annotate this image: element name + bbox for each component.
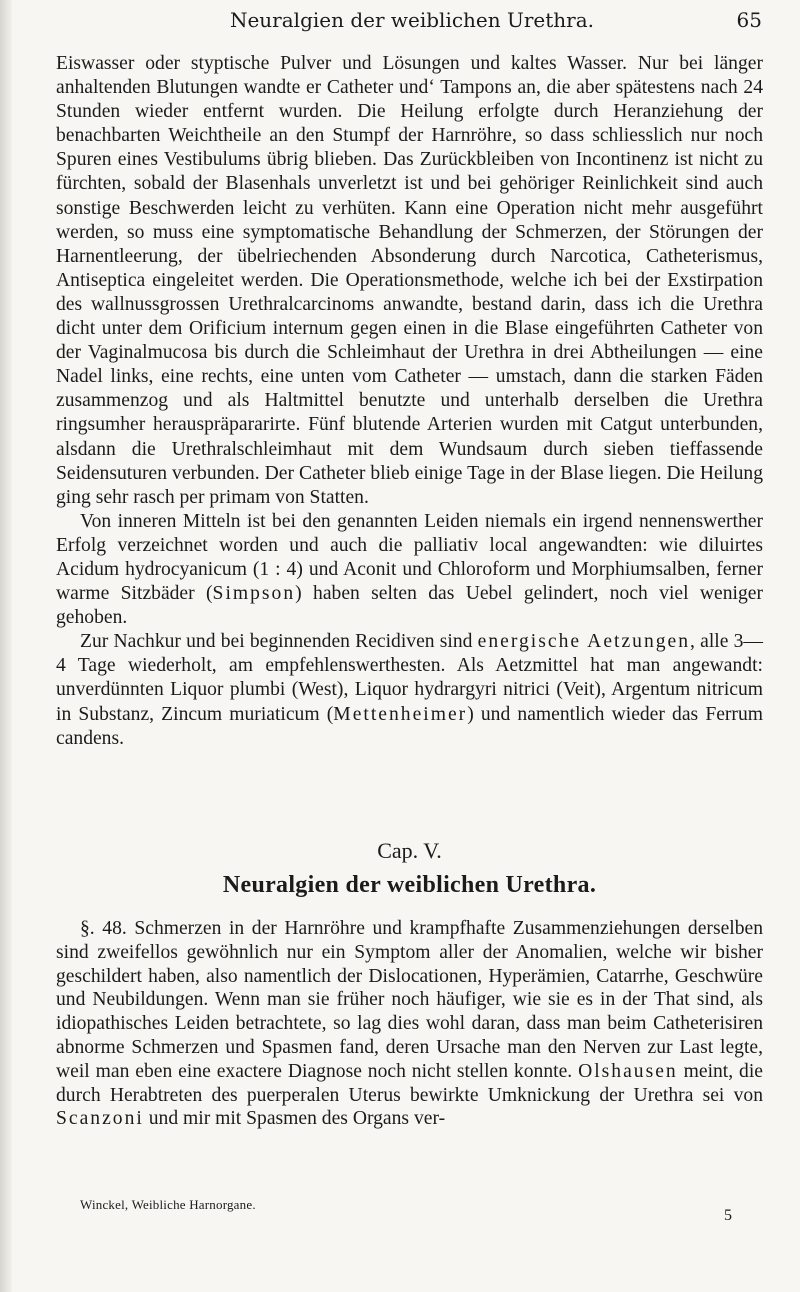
paragraph-internal-remedies [56, 510, 763, 630]
page-footer [80, 1197, 760, 1237]
body-text [56, 52, 763, 751]
chapter-number: Cap. V. [377, 838, 442, 863]
emphasis-energische-aetzungen: energische Aetzungen [477, 631, 691, 653]
paragraph-continuation: Eiswasser oder styptische Pulver und Lösungen und kaltes Wasser. Nur bei länger anhaltenden Blutungen wandte er Catheter und‘ Tampons an, die aber spätestens nach 24 Stunden wieder entfernt wurden. Die Heilung erfolgte durch Heranziehung der benachbarten Weichtheile an den Stumpf der Harnröhre, so dass schliesslich nur noch Spuren eines Vestibulums übrig blieben. Das Zurückbleiben von Incontinenz ist nicht zu fürchten, sobald der Blasenhals unverletzt ist und bei gehöriger Reinlichkeit sind auch sonstige Beschwerden leicht zu verhüten. Kann eine Operation nicht mehr ausgeführt werden, so muss eine symptomatische Behandlung der Schmerzen, der Störungen der Harnentleerung, der übelriechenden Absonderung durch Narcotica, Catheterismus, Antiseptica eingeleitet werden. Die Operationsmethode, welche ich bei der Exstirpation des wallnussgrossen Urethralcarcinoms anwandte, bestand darin, dass ich die Urethra dicht unter dem Orificium internum gegen einen in die Blase eingeführten Catheter von der Vaginalmucosa bis durch die Schleimhaut der Urethra in drei Abtheilungen — eine Nadel links, eine rechts, eine unten vom Catheter — umstach, dann die starken Fäden zusammenzog und als Haltmittel benutzte und unterhalb derselben die Urethra ringsumher herauspräpararirte. Fünf blutende Arterien wurden mit Catgut unterbunden, alsdann die Urethralschleimhaut mit dem Wundsaum durch sieben tieffassende Seidensuturen verbunden. Der Catheter blieb einige Tage in der Blase liegen. Die Heilung ging sehr rasch per primam von Statten. [56, 53, 763, 508]
page-number: 65 [736, 8, 762, 32]
book-reference-footnote: Winckel, Weibliche Harnorgane. [80, 1197, 256, 1212]
page-header [62, 6, 762, 36]
page-gutter-shadow [0, 0, 12, 1292]
section-48-text [56, 917, 763, 1131]
running-title: Neuralgien der weiblichen Urethra. [229, 8, 595, 32]
paragraph-text: Von inneren Mitteln ist bei den genannten Leiden niemals ein irgend nennenswerther Erfolg verzeichnet worden und auch die palliativ local angewandten: wie diluirtes Acidum hydrocyanicum (1 : 4) und Aconit und Chloroform und Morphiumsalben, ferner warme Sitzbäder ( [56, 510, 763, 605]
sheet-signature-mark: 5 [724, 1207, 732, 1224]
paragraph-text: und mir mit Spasmen des Organs ver- [143, 1108, 446, 1130]
author-name-simpson: Simpson [212, 583, 296, 605]
paragraph-text: Zur Nachkur und bei beginnenden Recidiven sind [80, 631, 478, 653]
author-name-scanzoni: Scanzoni [56, 1108, 144, 1130]
paragraph-text: §. 48. Schmerzen in der Harnröhre und krampfhafte Zusammenziehungen derselben sind zweifellos gewöhnlich nur ein Symptom aller der Anomalien, welche wir bisher geschildert haben, also namentlich der Dislocationen, Hyperämien, Catarrhe, Geschwüre und Neubildungen. Wenn man sie früher noch häufiger, wie sie es in der That sind, als idiopathisches Leiden betrachtete, so lag dies wohl daran, dass man beim Catheterisiren abnorme Schmerzen und Spasmen fand, deren Ursache man den Nerven zur Last legte, weil man eben eine exactere Diagnose noch nicht stellen konnte. [56, 918, 763, 1082]
paragraph-text: ) und namentlich wieder das Ferrum candens. [56, 703, 763, 749]
paragraph-text: meint, die durch Herabtreten des puerperalen Uterus bewirkte Umknickung der Urethra sei von [56, 1060, 763, 1106]
author-name-olshausen: Olshausen [578, 1060, 678, 1082]
paragraph-section-48 [56, 917, 763, 1131]
paragraph-aftercare [56, 630, 763, 750]
paragraph-text: ) haben selten das Uebel gelindert, noch viel weniger gehoben. [56, 583, 764, 629]
author-name-mettenheimer: Mettenheimer [333, 703, 468, 725]
chapter-title: Neuralgien der weiblichen Urethra. [222, 872, 597, 898]
paragraph-text: , alle 3—4 Tage wiederholt, am empfehlenswerthesten. Als Aetzmittel hat man angewandt: unverdünnten Liquor plumbi (West), Liquor hydrargyri nitrici (Veit), Argentum nitricum in Substanz, Zincum muriaticum ( [56, 631, 764, 725]
